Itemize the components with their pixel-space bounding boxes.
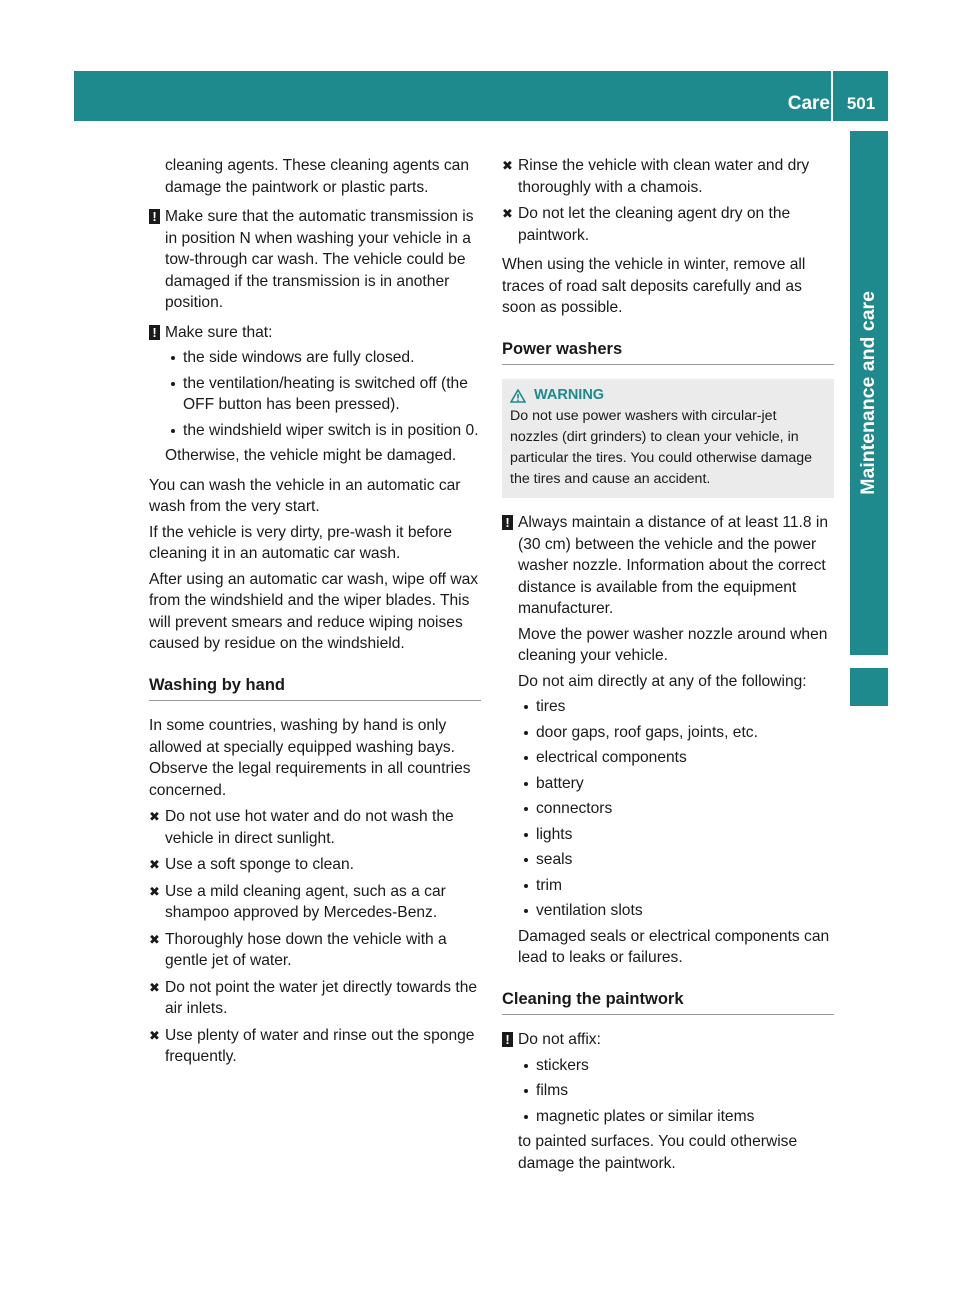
step-arrow-icon: ✖ [149,1027,160,1043]
list-item: door gaps, roof gaps, joints, etc. [518,722,834,744]
step-item [149,977,481,1020]
step-item [149,881,481,924]
section-title: Care [787,93,830,114]
step-text: Use a soft sponge to clean. [165,856,354,873]
list-item: stickers [518,1055,834,1077]
list-item: magnetic plates or similar items [518,1106,834,1128]
list-item: connectors [518,798,834,820]
notice-make-sure [149,322,481,467]
warning-title [510,385,826,406]
step-item [149,1025,481,1068]
list-item: seals [518,849,834,871]
exclamation-icon: ! [149,209,160,224]
page-number: 501 [846,94,876,113]
warning-text: Do not use power washers with circular-jet nozzles (dirt grinders) to clean your vehicle, in particular the tires. You could otherwise damage the tires and cause an accident. [510,408,813,487]
warning-box [502,379,834,498]
exclamation-icon: ! [502,1032,513,1047]
notice-intro: Make sure that: [165,323,273,341]
step-item [149,854,481,876]
step-text: Rinse the vehicle with clean water and dry thoroughly with a chamois. [518,157,810,196]
list-item: films [518,1080,834,1102]
paragraph: cleaning agents. These cleaning agents can damage the paintwork or plastic parts. [165,157,470,196]
list-item: the side windows are fully closed. [165,347,481,369]
list-item: the windshield wiper switch is in position 0. [165,420,481,442]
step-text: Use plenty of water and rinse out the sponge frequently. [165,1026,475,1065]
step-item [502,155,834,198]
step-text: Do not let the cleaning agent dry on the paintwork. [518,205,791,244]
notice-outro: to painted surfaces. You could otherwise damage the paintwork. [518,1133,798,1172]
step-item [149,806,481,849]
paragraph: After using an automatic car wash, wipe off wax from the windshield and the wiper blades. This will prevent smears and reduce wiping noises caused by residue on the windshield. [149,570,479,652]
step-arrow-icon: ✖ [502,206,513,221]
list-item: the ventilation/heating is switched off (the OFF button has been pressed). [165,373,481,416]
notice-outro: Otherwise, the vehicle might be damaged. [165,447,457,464]
step-arrow-icon: ✖ [149,979,160,995]
step-arrow-icon: ✖ [149,931,160,947]
step-arrow-icon: ✖ [149,809,160,824]
step-text: Use a mild cleaning agent, such as a car shampoo approved by Mercedes-Benz. [165,882,446,921]
side-marker [850,668,888,706]
notice-text: Move the power washer nozzle around when cleaning your vehicle. [518,625,828,664]
list-item: electrical components [518,747,834,769]
step-arrow-icon: ✖ [502,158,513,173]
notice-text: Make sure that the automatic transmission is in position N when washing your vehicle in a tow-through car wash. The vehicle could be damaged if the transmission is in another position. [165,208,474,311]
heading-washing-by-hand: Washing by hand [149,675,481,702]
step-text: Do not point the water jet directly towards the air inlets. [165,978,478,1017]
paragraph: If the vehicle is very dirty, pre-wash it before cleaning it in an automatic car wash. [149,523,453,562]
notice-distance [502,512,834,969]
paragraph: When using the vehicle in winter, remove all traces of road salt deposits carefully and as soon as possible. [502,256,806,316]
list-item: ventilation slots [518,900,834,922]
heading-power-washers: Power washers [502,339,834,366]
warning-label: WARNING [534,387,605,403]
left-column [149,155,481,1068]
notice-text: Always maintain a distance of at least 11.8 in (30 cm) between the vehicle and the power washer nozzle. Information about the correct distance is available from the equipment manufacturer. [518,514,829,617]
step-arrow-icon: ✖ [149,857,160,872]
header-divider [831,71,833,121]
notice-transmission [149,206,481,314]
step-item [149,929,481,972]
exclamation-icon: ! [149,325,160,340]
warning-triangle-icon [510,389,526,403]
paragraph: You can wash the vehicle in an automatic car wash from the very start. [149,476,461,515]
list-item: trim [518,875,834,897]
notice-do-not-affix [502,1029,834,1174]
step-text: Do not use hot water and do not wash the vehicle in direct sunlight. [165,808,454,847]
step-item [502,203,834,246]
notice-text: Do not aim directly at any of the following: [518,672,807,690]
list-item: lights [518,824,834,846]
list-item: battery [518,773,834,795]
paragraph: In some countries, washing by hand is only allowed at specially equipped washing bays. Observe the legal requirements in all countries concerned. [149,717,471,799]
notice-outro: Damaged seals or electrical components can lead to leaks or failures. [518,927,830,966]
list-item: tires [518,696,834,718]
heading-cleaning-paintwork: Cleaning the paintwork [502,989,834,1016]
exclamation-icon: ! [502,515,513,530]
step-arrow-icon: ✖ [149,883,160,899]
side-tab-label-wrap [850,131,888,655]
notice-intro: Do not affix: [518,1031,601,1048]
step-text: Thoroughly hose down the vehicle with a gentle jet of water. [165,930,447,969]
right-column [502,155,834,1174]
side-tab-label: Maintenance and care [857,291,880,495]
